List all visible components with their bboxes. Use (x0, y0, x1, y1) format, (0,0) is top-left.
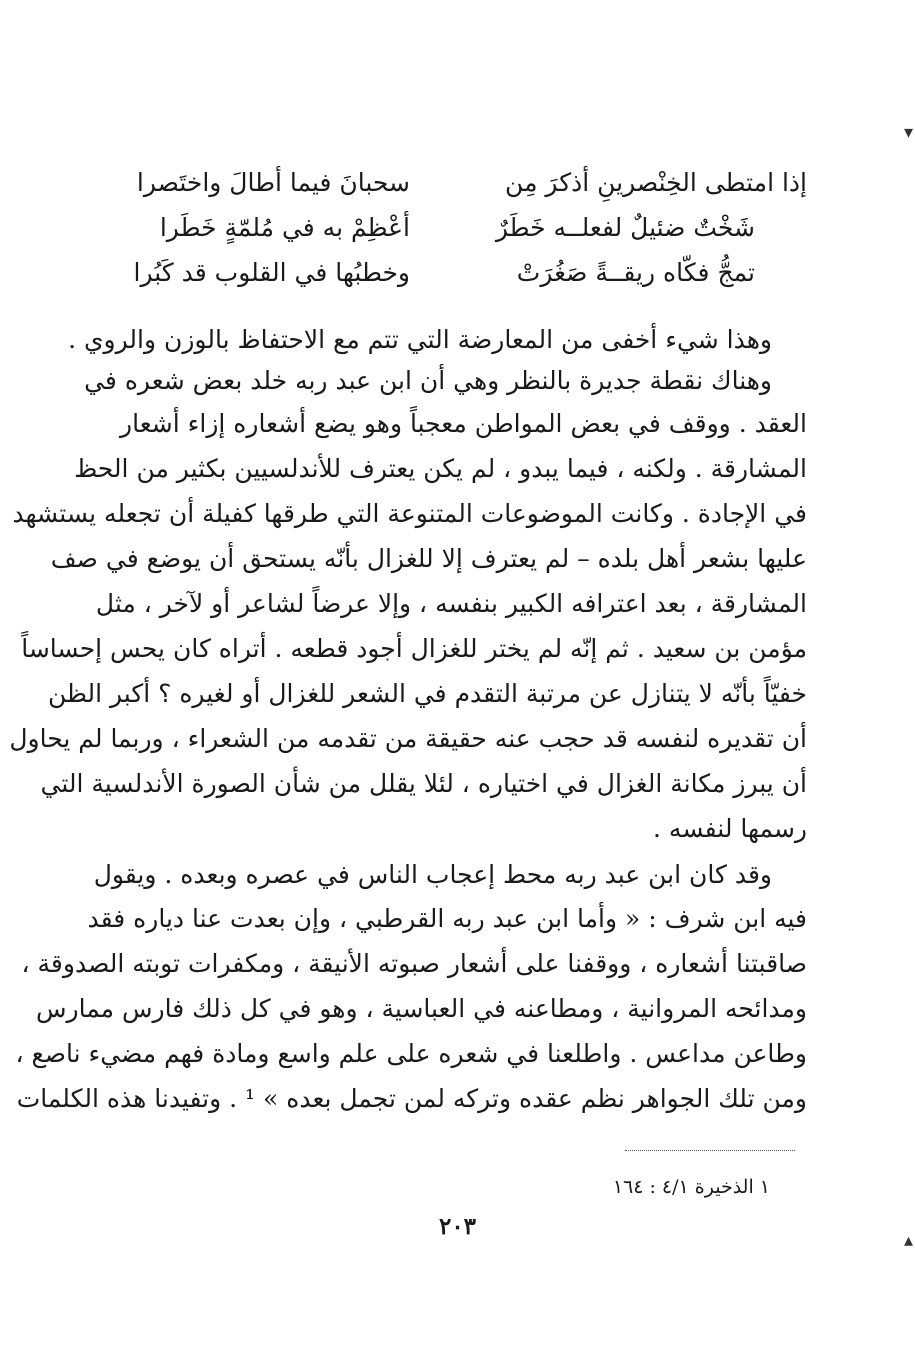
footnote-separator (625, 1150, 795, 1151)
paragraph-line: ومدائحه المروانية ، ومطاعنه في العباسية ، وهو في كل ذلك فارس ممارس (35, 994, 807, 1023)
paragraph-line: في الإجادة . وكانت الموضوعات المتنوعة التي طرقها كفيلة أن تجعله يستشهد (12, 499, 807, 528)
margin-mark-top-icon: ▾ (903, 122, 913, 143)
paragraph-line: مؤمن بن سعيد . ثم إنّه لم يختر للغزال أجود قطعه . أتراه كان يحس إحساساً (21, 634, 807, 663)
paragraph-line: عليها بشعر أهل بلده – لم يعترف إلا للغزال بأنّه يستحق أن يوضع في صف (50, 544, 807, 573)
verse-3-second-hemistich: وخطبُها في القلوب قد كَبُرا (133, 258, 410, 287)
paragraph-line: خفيّاً بأنّه لا يتنازل عن مرتبة التقدم في الشعر للغزال أو لغيره ؟ أكبر الظن (47, 679, 807, 708)
paragraph-line: أن تقديره لنفسه قد حجب عنه حقيقة من تقدمه من الشعراء ، وربما لم يحاول (9, 724, 807, 753)
verse-2-first-hemistich: شَخْتٌ ضئيلٌ لفعلــه خَطَرٌ (495, 213, 755, 242)
paragraph-line: المشارقة . ولكنه ، فيما يبدو ، لم يكن يعترف للأندلسيين بكثير من الحظ (74, 454, 807, 483)
paragraph-line: فيه ابن شرف : « وأما ابن عبد ربه القرطبي ، وإن بعدت عنا دياره فقد (87, 904, 807, 933)
paragraph-line: رسمها لنفسه . (653, 814, 807, 843)
paragraph-line: وطاعن مداعس . واطلعنا في شعره على علم واسع ومادة فهم مضيء ناصع ، (15, 1039, 807, 1068)
page-number: ٢٠٣ (438, 1213, 477, 1240)
paragraph-line: العقد . ووقف في بعض المواطن معجباً وهو يضع أشعاره إزاء أشعار (120, 409, 807, 438)
paragraph-line: أن يبرز مكانة الغزال في اختياره ، لئلا يقلل من شأن الصورة الأندلسية التي (40, 769, 807, 798)
verse-1-first-hemistich: إذا امتطى الخِنْصرينِ أذكرَ مِن (505, 168, 807, 197)
footnote: ١ الذخيرة ٤/١ : ١٦٤ (612, 1176, 770, 1198)
paragraph-line: وهذا شيء أخفى من المعارضة التي تتم مع الاحتفاظ بالوزن والروي . (68, 325, 772, 354)
verse-2-second-hemistich: أعْظِمْ به في مُلمّةٍ خَطَرا (159, 213, 410, 242)
paragraph-line: المشارقة ، بعد اعترافه الكبير بنفسه ، وإلا عرضاً لشاعر أو لآخر ، مثل (95, 589, 807, 618)
verse-3-first-hemistich: تمجُّ فكّاه ريقــةً صَغُرَتْ (516, 258, 755, 287)
paragraph-line: ومن تلك الجواهر نظم عقده وتركه لمن تجمل بعده » ¹ . وتفيدنا هذه الكلمات (16, 1084, 807, 1113)
verse-1-second-hemistich: سحبانَ فيما أطالَ واختَصرا (136, 168, 410, 197)
paragraph-line: وقد كان ابن عبد ربه محط إعجاب الناس في عصره وبعده . ويقول (93, 860, 772, 889)
margin-mark-bottom-icon: ▴ (903, 1230, 913, 1251)
paragraph-line: صاقبتنا أشعاره ، ووقفنا على أشعار صبوته الأنيقة ، ومكفرات توبته الصدوقة ، (21, 949, 807, 978)
paragraph-line: وهناك نقطة جديرة بالنظر وهي أن ابن عبد ربه خلد بعض شعره في (84, 366, 772, 395)
